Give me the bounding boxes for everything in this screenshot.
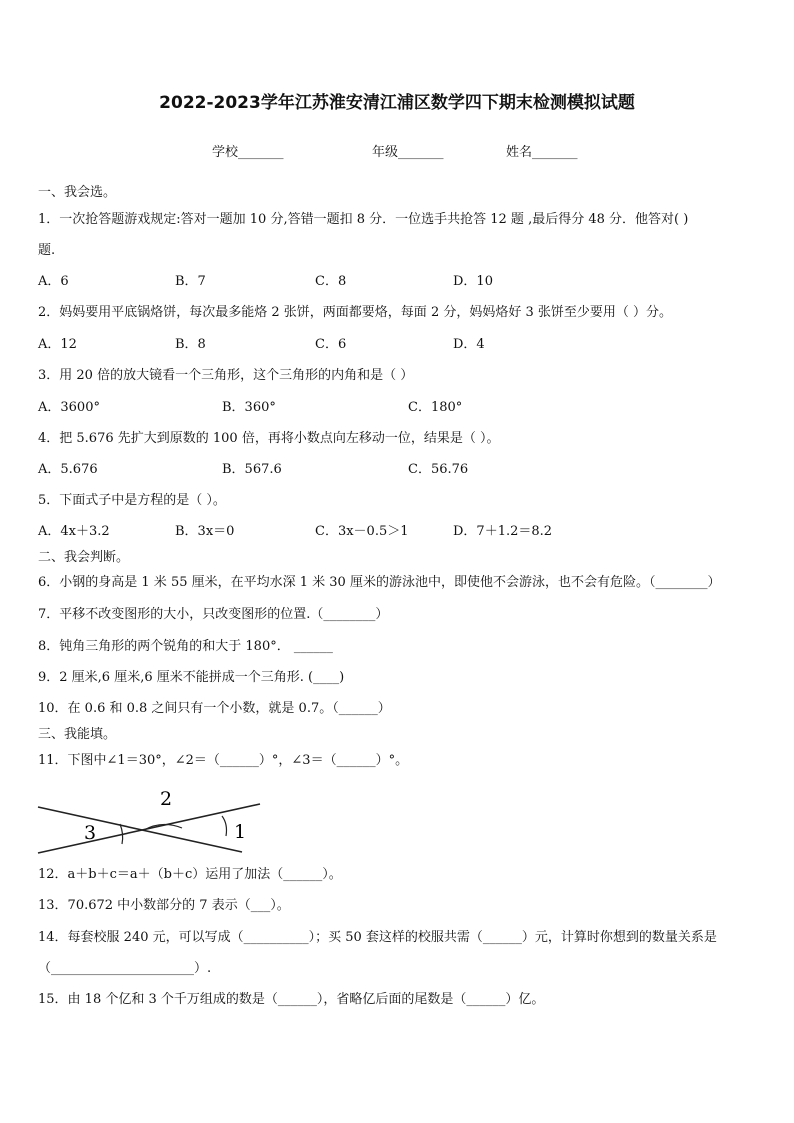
question-1-option-b: B．7 (175, 274, 206, 289)
question-5-option-c: C．3x－0.5＞1 (315, 524, 409, 539)
school-field: 学校_______ (212, 145, 284, 160)
question-4-option-a: A．5.676 (38, 462, 98, 477)
question-11-text: 11．下图中∠1＝30°，∠2＝（______）°，∠3＝（______）°。 (38, 753, 409, 768)
question-14-text: 14．每套校服 240 元，可以写成（__________）；买 50 套这样的校服共需（______）元，计算时你想到的数量关系是 (38, 930, 717, 945)
intersecting-lines-figure (36, 786, 266, 856)
angle-2-label: 2 (160, 788, 173, 810)
question-1-option-c: C．8 (315, 274, 347, 289)
section-heading-3: 三、我能填。 (38, 727, 117, 742)
question-14-text-cont: （______________________）. (38, 961, 212, 976)
angle-1-label: 1 (234, 821, 247, 843)
question-10-text: 10．在 0.6 和 0.8 之间只有一个小数，就是 0.7。（______） (38, 701, 391, 716)
question-1-option-d: D．10 (453, 274, 493, 289)
angle-3-label: 3 (84, 822, 97, 844)
page-title: 2022-2023学年江苏淮安清江浦区数学四下期末检测模拟试题 (159, 93, 635, 113)
question-3-option-c: C．180° (408, 400, 463, 415)
question-2-option-b: B．8 (175, 337, 206, 352)
question-15-text: 15．由 18 个亿和 3 个千万组成的数是（______），省略亿后面的尾数是（______）亿。 (38, 992, 545, 1007)
question-4-text: 4．把 5.676 先扩大到原数的 100 倍，再将小数点向左移动一位，结果是（ ）。 (38, 431, 500, 446)
section-heading-2: 二、我会判断。 (38, 550, 130, 565)
angle-1-arc (222, 816, 227, 836)
question-6-text: 6．小钢的身高是 1 米 55 厘米，在平均水深 1 米 30 厘米的游泳池中，即使他不会游泳，也不会有危险。（________） (38, 575, 721, 590)
question-4-option-b: B．567.6 (222, 462, 282, 477)
question-5-option-a: A．4x＋3.2 (38, 524, 110, 539)
question-5-option-b: B．3x＝0 (175, 524, 235, 539)
section-heading-1: 一、我会选。 (38, 185, 117, 200)
question-12-text: 12．a＋b＋c＝a＋（b＋c）运用了加法（______）。 (38, 867, 342, 882)
question-3-option-a: A．3600° (38, 400, 100, 415)
question-5-text: 5．下面式子中是方程的是（ ）。 (38, 493, 226, 508)
question-5-option-d: D．7＋1.2＝8.2 (453, 524, 553, 539)
question-2-option-a: A．12 (38, 337, 77, 352)
grade-field: 年级_______ (372, 145, 444, 160)
question-1-text: 1．一次抢答题游戏规定:答对一题加 10 分,答错一题扣 8 分．一位选手共抢答 12 题 ,最后得分 48 分．他答对( ) (38, 212, 689, 227)
question-9-text: 9．2 厘米,6 厘米,6 厘米不能拼成一个三角形. (____) (38, 670, 345, 685)
name-field: 姓名_______ (506, 145, 578, 160)
question-13-text: 13．70.672 中小数部分的 7 表示（___）。 (38, 898, 290, 913)
question-1-text-cont: 题. (38, 243, 56, 258)
question-2-option-d: D．4 (453, 337, 485, 352)
line-segment-a (38, 807, 242, 852)
question-4-option-c: C．56.76 (408, 462, 469, 477)
question-2-option-c: C．6 (315, 337, 347, 352)
question-3-option-b: B．360° (222, 400, 276, 415)
question-1-option-a: A．6 (38, 274, 69, 289)
question-3-text: 3．用 20 倍的放大镜看一个三角形，这个三角形的内角和是（ ） (38, 368, 414, 383)
question-8-text: 8．钝角三角形的两个锐角的和大于 180°． ______ (38, 639, 333, 654)
question-7-text: 7．平移不改变图形的大小，只改变图形的位置.（________） (38, 607, 389, 622)
question-2-text: 2．妈妈要用平底锅烙饼，每次最多能烙 2 张饼，两面都要烙，每面 2 分，妈妈烙好 3 张饼至少要用（ ）分。 (38, 305, 673, 320)
